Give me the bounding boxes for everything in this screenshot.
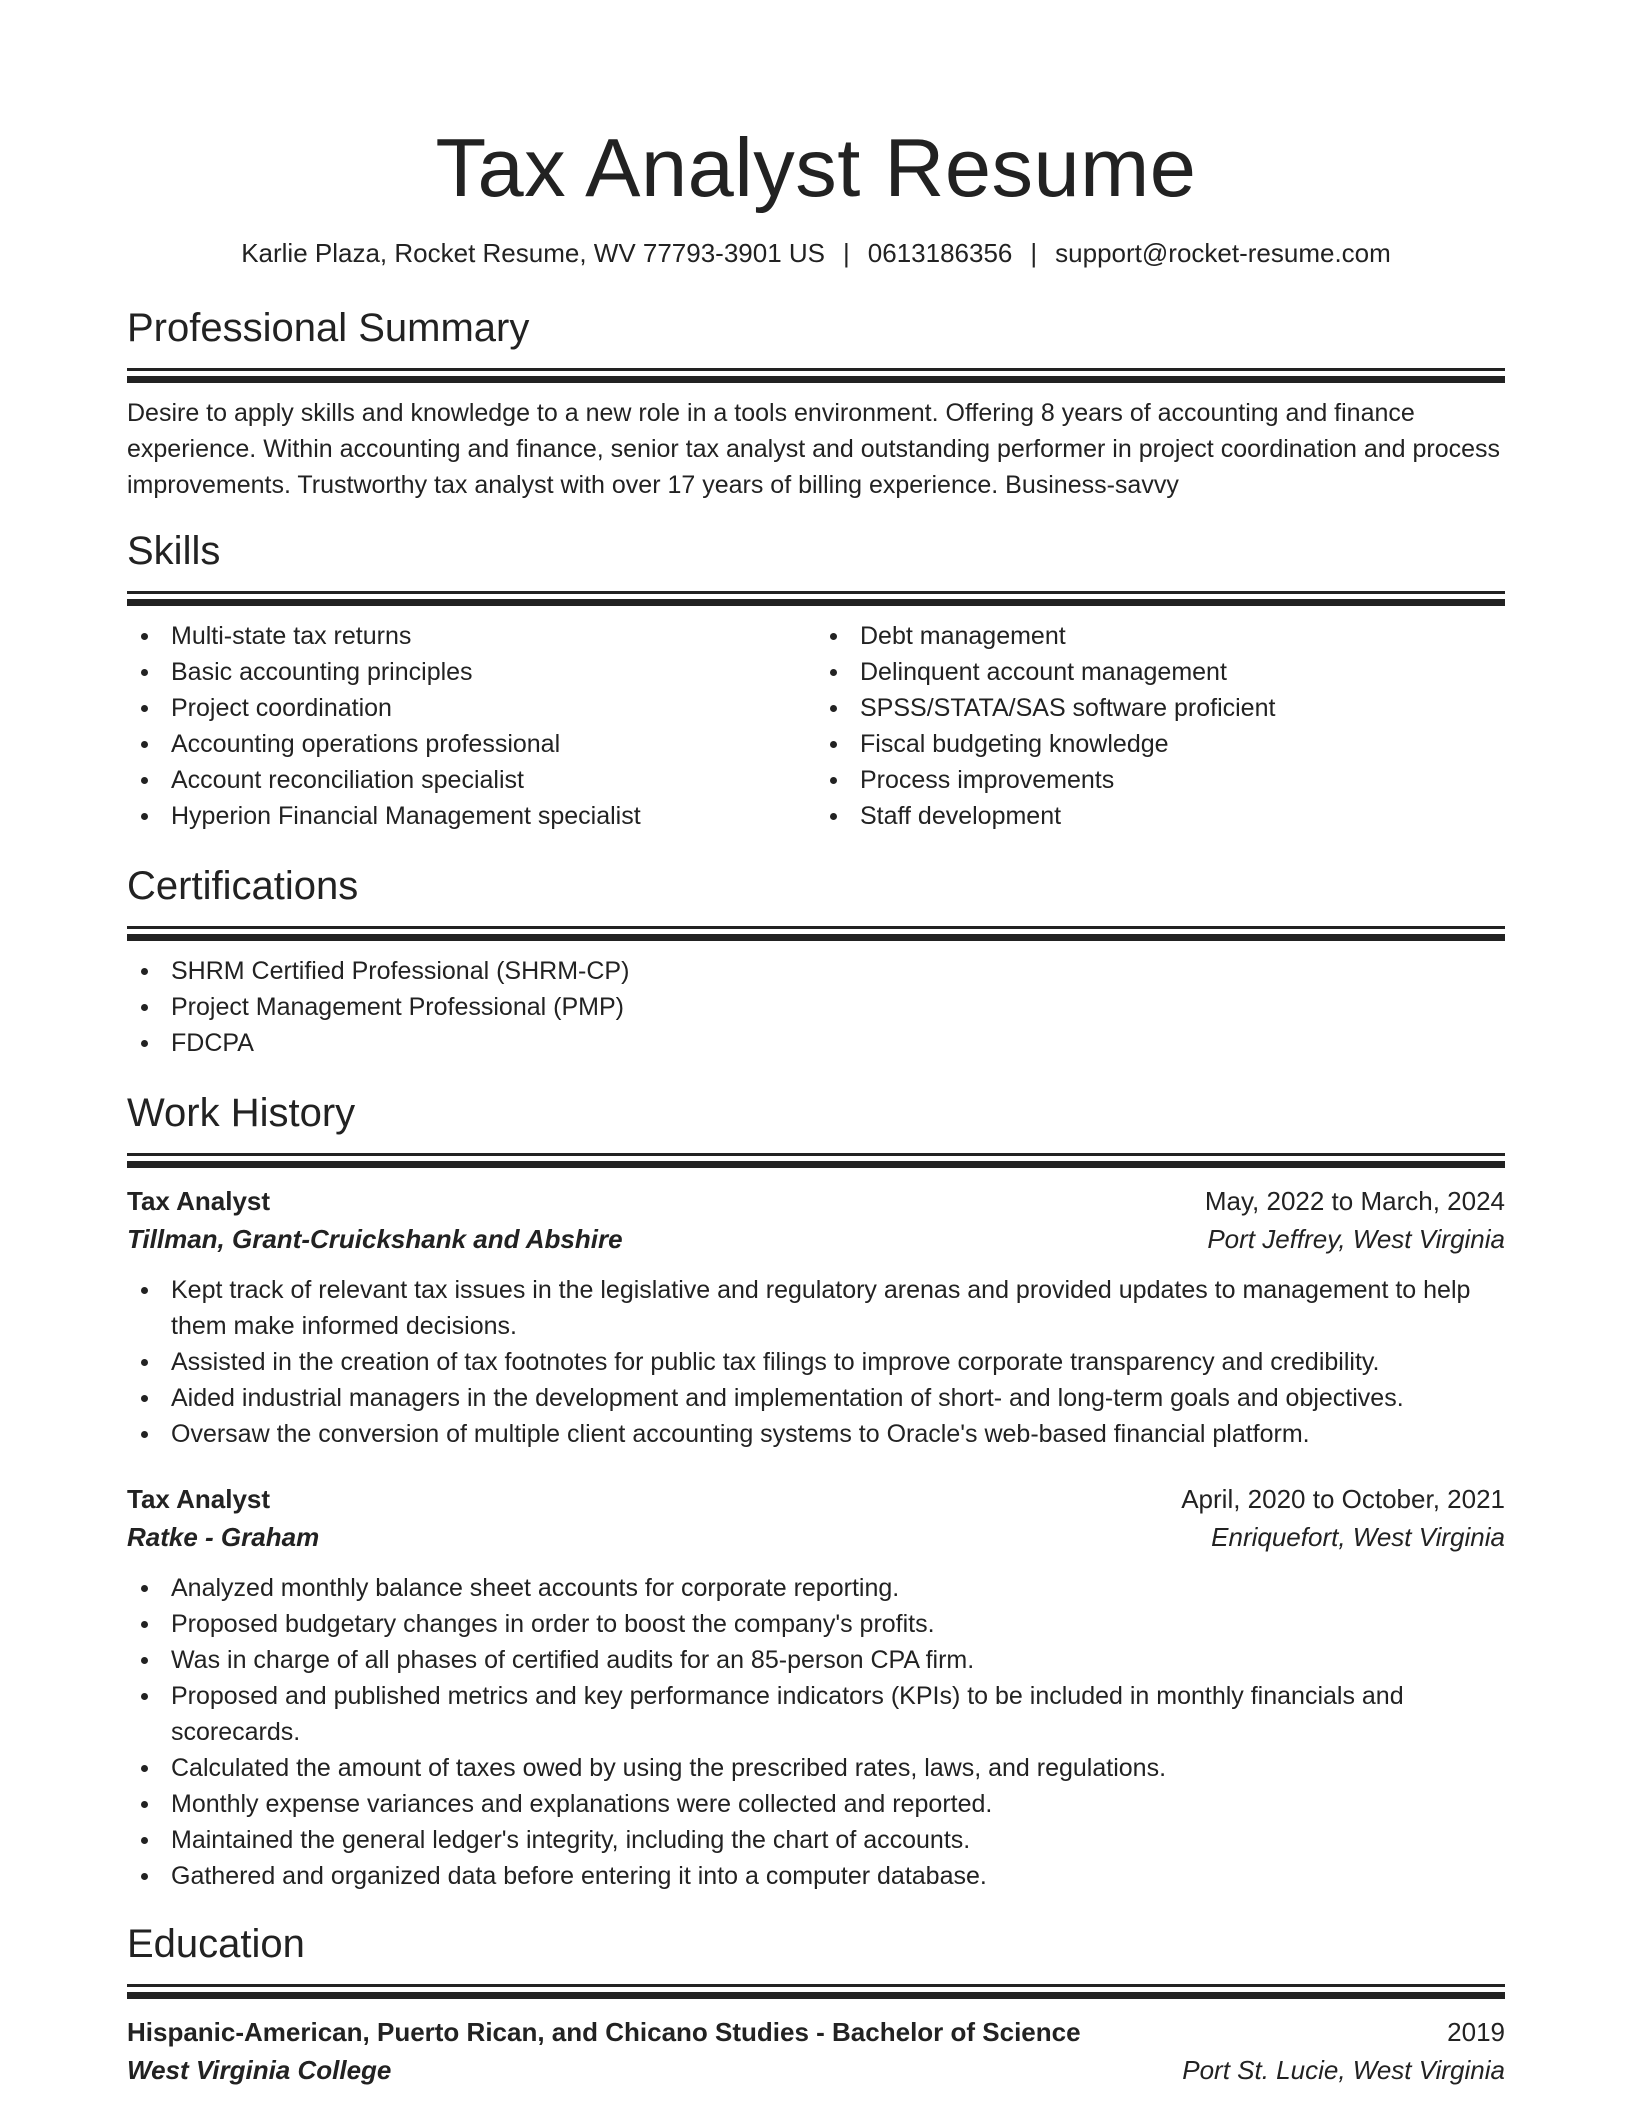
section-divider [127,926,1505,929]
job-duty-item: Was in charge of all phases of certified audits for an 85-person CPA firm. [127,1642,1505,1678]
section-divider [127,934,1505,941]
skill-item: SPSS/STATA/SAS software proficient [816,690,1505,726]
job-duty-item: Calculated the amount of taxes owed by using the prescribed rates, laws, and regulations. [127,1750,1505,1786]
job-dates: May, 2022 to March, 2024 [1204,1186,1505,1216]
section-divider [127,1984,1505,1987]
education-school: West Virginia College [127,2055,392,2085]
contact-address: Karlie Plaza, Rocket Resume, WV 77793-3901 US [241,238,826,268]
certification-item: SHRM Certified Professional (SHRM-CP) [127,953,1505,989]
job-entry [127,1480,1505,1894]
skill-item: Hyperion Financial Management specialist [127,798,816,834]
contact-email[interactable]: support@rocket-resume.com [1055,238,1391,268]
education-degree: Hispanic-American, Puerto Rican, and Chicano Studies - Bachelor of Science [127,2017,1081,2047]
job-company-row [127,1220,1505,1258]
job-duty-item: Proposed and published metrics and key performance indicators (KPIs) to be included in monthly financials and scorecards. [127,1678,1505,1750]
job-location: Port Jeffrey, West Virginia [1207,1224,1505,1254]
contact-separator: | [1030,238,1038,268]
skills-column-left [127,618,816,834]
job-company: Ratke - Graham [127,1522,320,1552]
section-divider [127,1992,1505,1999]
certification-item: FDCPA [127,1025,1505,1061]
contact-phone: 0613186356 [867,238,1013,268]
skills-list-right [816,618,1505,834]
education-section [127,1918,1505,2089]
job-duty-item: Monthly expense variances and explanations were collected and reported. [127,1786,1505,1822]
job-header-row [127,1182,1505,1220]
job-duties-list [127,1272,1505,1452]
section-divider [127,1153,1505,1156]
section-divider [127,1161,1505,1168]
skill-item: Project coordination [127,690,816,726]
job-duty-item: Aided industrial managers in the development and implementation of short- and long-term goals and objectives. [127,1380,1505,1416]
skill-item: Process improvements [816,762,1505,798]
job-header-row [127,1480,1505,1518]
certification-item: Project Management Professional (PMP) [127,989,1505,1025]
section-title-skills: Skills [127,529,221,573]
skill-item: Staff development [816,798,1505,834]
job-company-row [127,1518,1505,1556]
skills-list-left [127,618,816,834]
education-entry [127,2013,1505,2089]
skill-item: Accounting operations professional [127,726,816,762]
job-duties-list [127,1570,1505,1894]
skills-column-right [816,618,1505,834]
job-company: Tillman, Grant-Cruickshank and Abshire [127,1224,623,1254]
section-title-summary: Professional Summary [127,306,530,350]
job-duty-item: Kept track of relevant tax issues in the legislative and regulatory arenas and provided updates to management to help them make informed decisions. [127,1272,1505,1344]
section-divider [127,599,1505,606]
job-duty-item: Proposed budgetary changes in order to boost the company's profits. [127,1606,1505,1642]
job-duty-item: Assisted in the creation of tax footnotes for public tax filings to improve corporate transparency and credibility. [127,1344,1505,1380]
section-title-education: Education [127,1922,305,1966]
summary-text: Desire to apply skills and knowledge to a new role in a tools environment. Offering 8 years of accounting and finance experience. Within accounting and finance, senior tax analyst and outstanding performer in project coordination and process improvements. Trustworthy tax analyst with over 17 years of billing experience. Business-savvy [127,399,1501,499]
education-year: 2019 [1447,2017,1505,2047]
job-location: Enriquefort, West Virginia [1211,1522,1505,1552]
section-divider [127,591,1505,594]
section-title-work-history: Work History [127,1091,356,1135]
job-duty-item: Maintained the general ledger's integrity, including the chart of accounts. [127,1822,1505,1858]
skill-item: Fiscal budgeting knowledge [816,726,1505,762]
summary-section [127,302,1505,503]
job-entry [127,1182,1505,1452]
education-school-row [127,2051,1505,2089]
contact-line [127,236,1505,270]
skill-item: Basic accounting principles [127,654,816,690]
certifications-section [127,860,1505,1061]
skill-item: Multi-state tax returns [127,618,816,654]
job-duty-item: Analyzed monthly balance sheet accounts for corporate reporting. [127,1570,1505,1606]
skills-section [127,525,1505,834]
education-header-row [127,2013,1505,2051]
education-location: Port St. Lucie, West Virginia [1182,2055,1505,2085]
job-title: Tax Analyst [127,1186,271,1216]
resume-title: Tax Analyst Resume [435,121,1197,214]
skills-grid [127,618,1505,834]
contact-separator: | [843,238,850,268]
section-divider [127,368,1505,371]
job-dates: April, 2020 to October, 2021 [1181,1484,1505,1514]
job-duty-item: Oversaw the conversion of multiple client accounting systems to Oracle's web-based financial platform. [127,1416,1505,1452]
section-title-certifications: Certifications [127,864,359,908]
skill-item: Account reconciliation specialist [127,762,816,798]
work-history-section [127,1087,1505,1894]
certifications-list [127,953,1505,1061]
skill-item: Delinquent account management [816,654,1505,690]
section-divider [127,376,1505,383]
skill-item: Debt management [816,618,1505,654]
job-duty-item: Gathered and organized data before entering it into a computer database. [127,1858,1505,1894]
job-title: Tax Analyst [127,1484,271,1514]
